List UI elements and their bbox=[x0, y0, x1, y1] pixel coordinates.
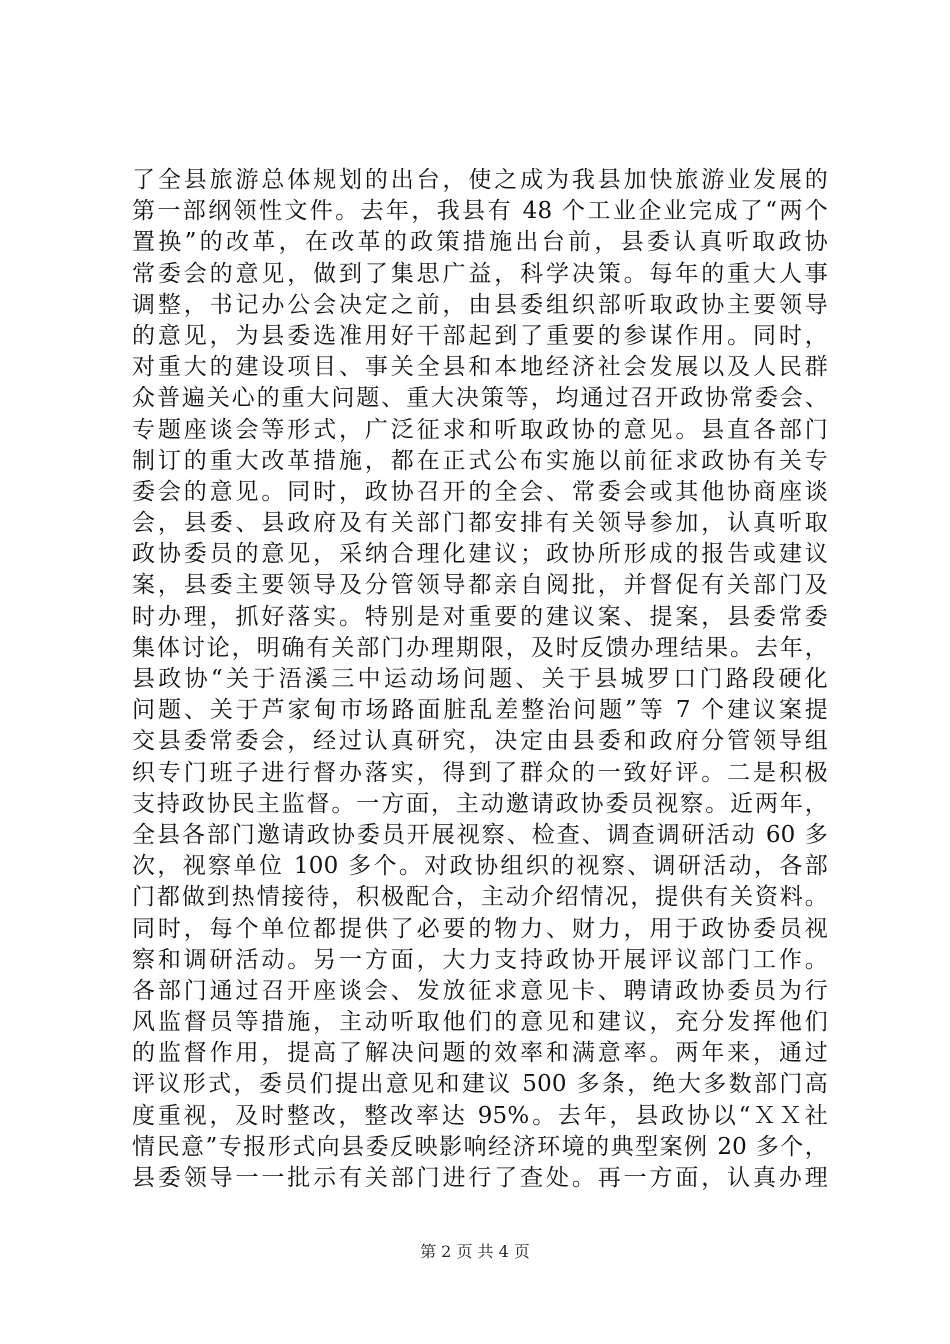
text-line: 集体讨论，明确有关部门办理期限，及时反馈办理结果。去年， bbox=[132, 634, 828, 661]
text-line: 常委会的意见，做到了集思广益，科学决策。每年的重大人事 bbox=[132, 260, 828, 287]
text-line: 调整，书记办公会决定之前，由县委组织部听取政协主要领导 bbox=[132, 291, 828, 318]
text-line: 专题座谈会等形式，广泛征求和听取政协的意见。县直各部门 bbox=[132, 416, 828, 443]
text-line: 察和调研活动。另一方面，大力支持政协开展评议部门工作。 bbox=[132, 946, 828, 973]
text-line: 众普遍关心的重大问题、重大决策等，均通过召开政协常委会、 bbox=[132, 385, 828, 412]
text-line: 了全县旅游总体规划的出台，使之成为我县加快旅游业发展的 bbox=[132, 167, 828, 193]
text-line: 的意见，为县委选准用好干部起到了重要的参谋作用。同时， bbox=[132, 322, 828, 349]
text-line: 时办理，抓好落实。特别是对重要的建议案、提案，县委常委 bbox=[132, 603, 828, 630]
text-line: 织专门班子进行督办落实，得到了群众的一致好评。二是积极 bbox=[132, 759, 828, 786]
text-line: 制订的重大改革措施，都在正式公布实施以前征求政协有关专 bbox=[132, 447, 828, 474]
text-line: 评议形式，委员们提出意见和建议 500 多条，绝大多数部门高 bbox=[132, 1071, 828, 1098]
text-line: 支持政协民主监督。一方面，主动邀请政协委员视察。近两年， bbox=[132, 790, 828, 817]
text-line: 问题、关于芦家甸市场路面脏乱差整治问题”等 7 个建议案提 bbox=[132, 697, 828, 724]
text-line: 的监督作用，提高了解决问题的效率和满意率。两年来，通过 bbox=[132, 1040, 828, 1067]
text-line: 置换”的改革，在改革的政策措施出台前，县委认真听取政协 bbox=[132, 229, 828, 256]
text-line: 次，视察单位 100 多个。对政协组织的视察、调研活动，各部 bbox=[132, 853, 828, 880]
text-line: 全县各部门邀请政协委员开展视察、检查、调查调研活动 60 多 bbox=[132, 821, 828, 848]
text-line: 对重大的建设项目、事关全县和本地经济社会发展以及人民群 bbox=[132, 354, 828, 381]
page-footer: 第 2 页 共 4 页 bbox=[420, 1242, 530, 1261]
body-text bbox=[132, 165, 828, 1194]
text-line: 委会的意见。同时，政协召开的全会、常委会或其他协商座谈 bbox=[132, 478, 828, 505]
text-line: 案，县委主要领导及分管领导都亲自阅批，并督促有关部门及 bbox=[132, 572, 828, 599]
text-line: 各部门通过召开座谈会、发放征求意见卡、聘请政协委员为行 bbox=[132, 977, 828, 1004]
text-line: 县政协“关于浯溪三中运动场问题、关于县城罗口门路段硬化 bbox=[132, 666, 828, 692]
text-line: 门都做到热情接待，积极配合，主动介绍情况，提供有关资料。 bbox=[132, 884, 828, 911]
text-line: 会，县委、县政府及有关部门都安排有关领导参加，认真听取 bbox=[132, 510, 828, 537]
text-line: 交县委常委会，经过认真研究，决定由县委和政府分管领导组 bbox=[132, 728, 828, 755]
text-line: 县委领导一一批示有关部门进行了查处。再一方面，认真办理 bbox=[132, 1165, 828, 1191]
text-line: 情民意”专报形式向县委反映影响经济环境的典型案例 20 多个， bbox=[132, 1133, 828, 1160]
text-line: 同时，每个单位都提供了必要的物力、财力，用于政协委员视 bbox=[132, 915, 828, 942]
text-line: 第一部纲领性文件。去年，我县有 48 个工业企业完成了“两个 bbox=[132, 198, 828, 225]
text-line: 度重视，及时整改，整改率达 95%。去年，县政协以“ＸＸ社 bbox=[132, 1102, 828, 1129]
text-line: 政协委员的意见，采纳合理化建议；政协所形成的报告或建议 bbox=[132, 541, 828, 568]
text-line: 风监督员等措施，主动听取他们的意见和建议，充分发挥他们 bbox=[132, 1009, 828, 1036]
